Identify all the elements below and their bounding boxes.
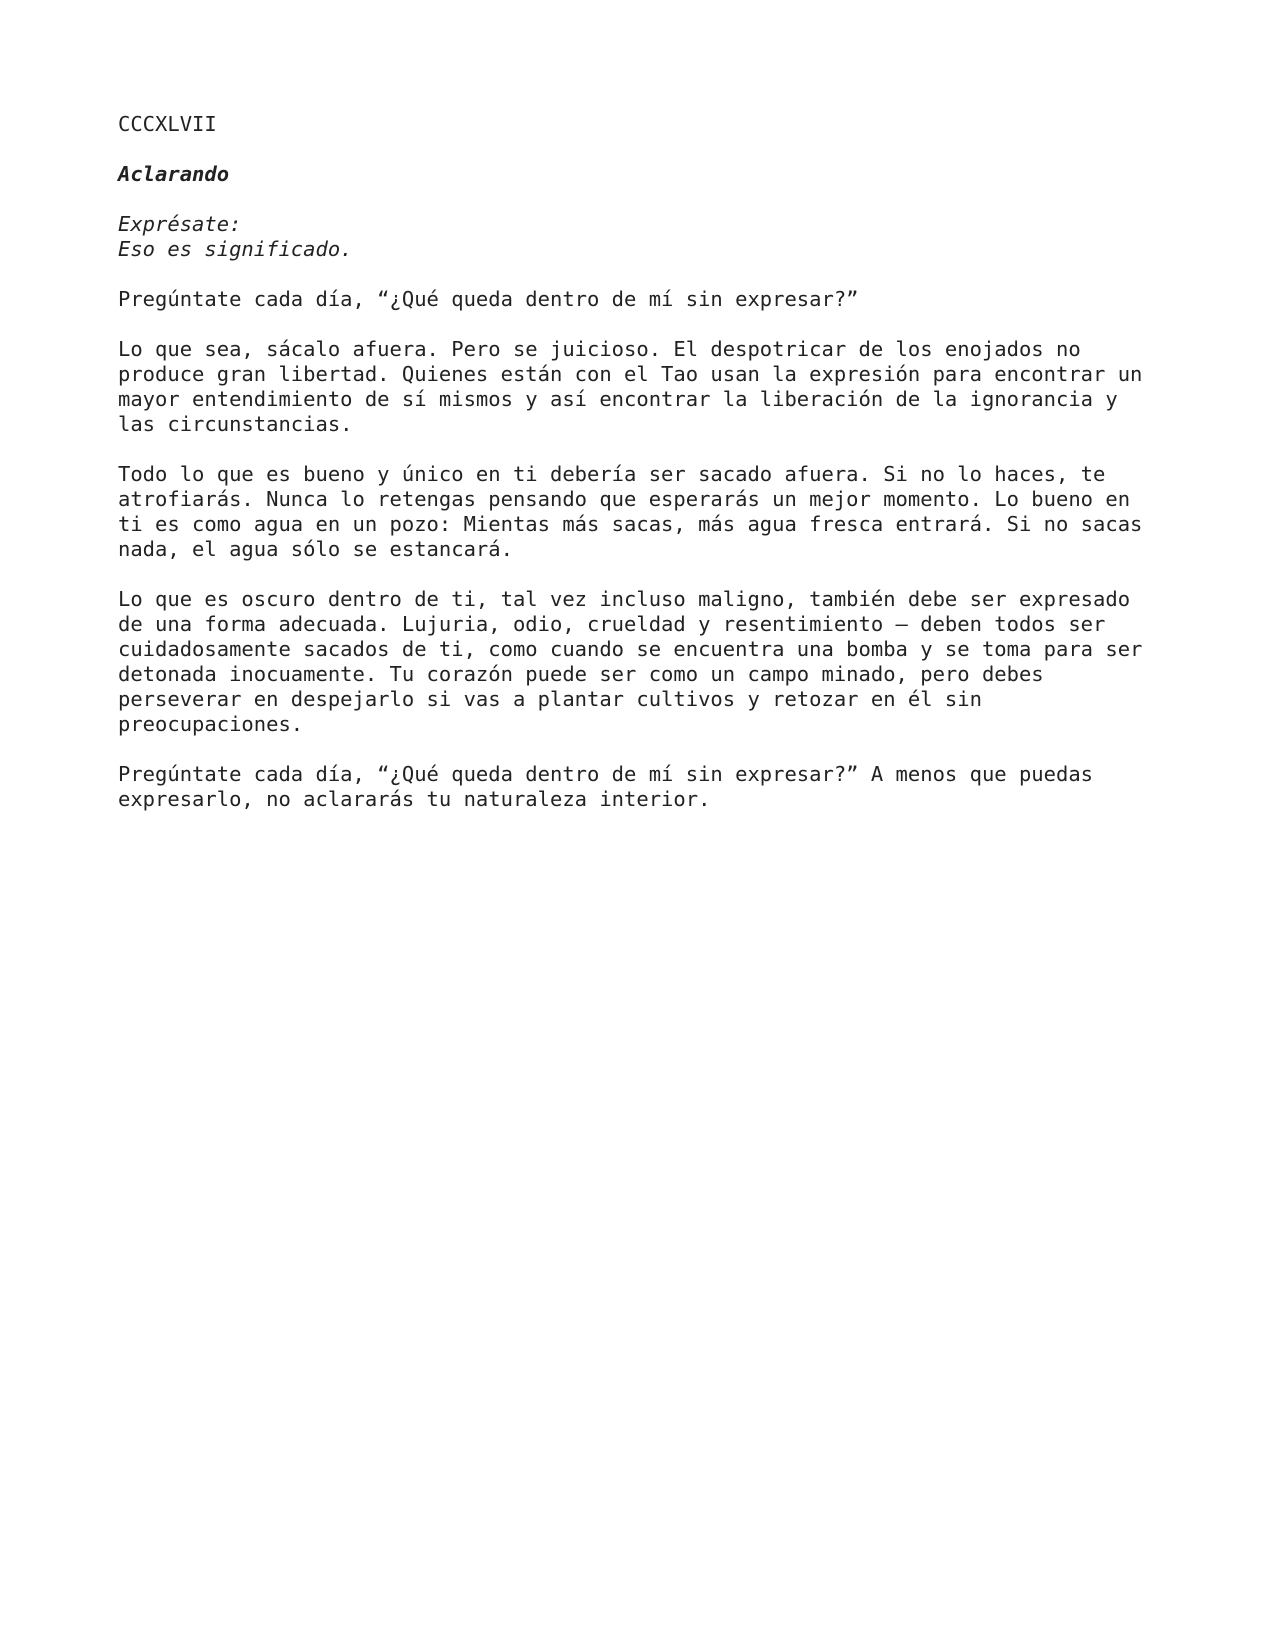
paragraph-line: Lo que sea, sácalo afuera. Pero se juicioso. El despotricar de los enojados no — [118, 337, 1081, 361]
paragraph-line: preocupaciones. — [118, 712, 304, 736]
epigraph-line: Exprésate: — [118, 212, 242, 236]
document-page — [118, 112, 1178, 837]
paragraph-line: atrofiarás. Nunca lo retengas pensando que esperarás un mejor momento. Lo bueno en — [118, 487, 1131, 511]
epigraph — [118, 212, 1178, 262]
paragraph-line: Pregúntate cada día, “¿Qué queda dentro de mí sin expresar?” — [118, 287, 859, 311]
body-paragraph — [118, 287, 1178, 312]
paragraph-line: perseverar en despejarlo si vas a plantar cultivos y retozar en él sin — [118, 687, 982, 711]
chapter-number-text: CCCXLVII — [118, 112, 217, 136]
paragraph-line: detonada inocuamente. Tu corazón puede ser como un campo minado, pero debes — [118, 662, 1044, 686]
body-paragraph — [118, 462, 1178, 562]
paragraph-line: cuidadosamente sacados de ti, como cuando se encuentra una bomba y se toma para ser — [118, 637, 1143, 661]
paragraph-line: ti es como agua en un pozo: Mientas más sacas, más agua fresca entrará. Si no sacas — [118, 512, 1143, 536]
epigraph-line: Eso es significado. — [118, 237, 353, 261]
paragraph-line: produce gran libertad. Quienes están con el Tao usan la expresión para encontrar un — [118, 362, 1143, 386]
chapter-title — [118, 162, 1178, 187]
body-paragraph — [118, 337, 1178, 437]
paragraph-line: de una forma adecuada. Lujuria, odio, crueldad y resentimiento – deben todos ser — [118, 612, 1106, 636]
paragraph-line: las circunstancias. — [118, 412, 353, 436]
paragraph-line: Pregúntate cada día, “¿Qué queda dentro de mí sin expresar?” A menos que puedas — [118, 762, 1094, 786]
paragraph-line: Todo lo que es bueno y único en ti debería ser sacado afuera. Si no lo haces, te — [118, 462, 1106, 486]
chapter-number — [118, 112, 1178, 137]
body-paragraph — [118, 762, 1178, 812]
paragraph-line: nada, el agua sólo se estancará. — [118, 537, 513, 561]
paragraph-line: expresarlo, no aclararás tu naturaleza interior. — [118, 787, 711, 811]
chapter-title-text: Aclarando — [118, 162, 230, 186]
body-paragraph — [118, 587, 1178, 737]
paragraph-line: Lo que es oscuro dentro de ti, tal vez incluso maligno, también debe ser expresado — [118, 587, 1131, 611]
paragraph-line: mayor entendimiento de sí mismos y así encontrar la liberación de la ignorancia y — [118, 387, 1118, 411]
